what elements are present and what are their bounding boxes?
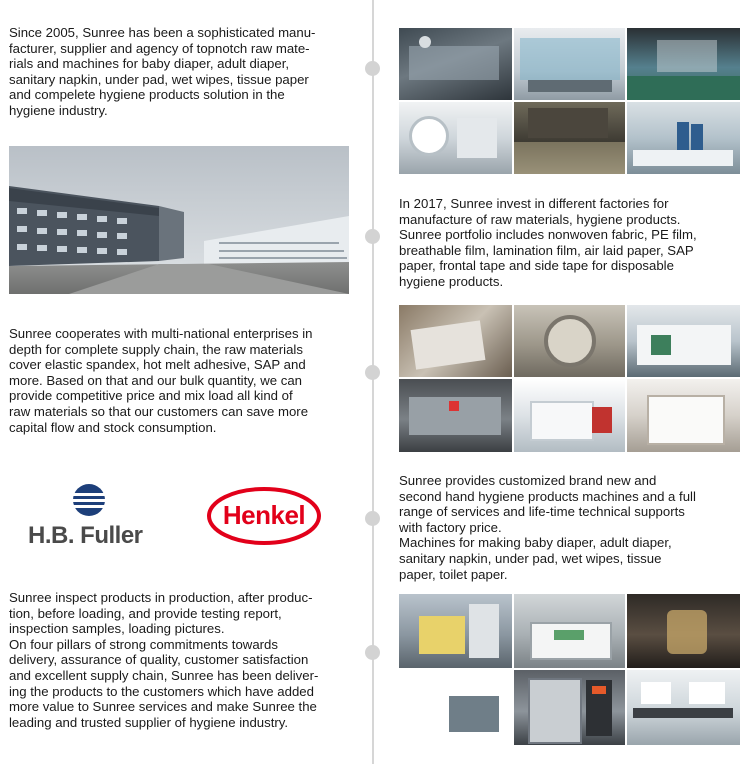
text-line: hygiene industry. [9, 102, 108, 118]
photo-tile [627, 305, 740, 377]
text-line: Sunree inspect products in production, after produc- [9, 590, 313, 605]
machines-paragraph [399, 473, 696, 582]
text-line: range of services and life-time technical supports [399, 504, 685, 520]
photo-tile [514, 594, 625, 668]
text-line: and compelete hygiene products solution in the [9, 87, 285, 103]
photo-tile [399, 670, 512, 745]
photo-tile [627, 670, 740, 745]
hb-fuller-emblem [26, 480, 156, 520]
text-line: second hand hygiene products machines and a full [399, 488, 696, 504]
henkel-logo [206, 486, 322, 546]
timeline-dot [365, 645, 380, 660]
henkel-wordmark: Henkel [222, 500, 306, 530]
text-line: rials and machines for baby diaper, adult diaper, [9, 56, 290, 72]
text-line: sanitary napkin, under pad, wet wipes, tissue [399, 550, 662, 566]
text-line: facturer, supplier and agency of topnotch raw mate- [9, 40, 310, 56]
photo-tile [399, 305, 512, 377]
timeline-dot [365, 511, 380, 526]
text-line: raw materials so that our customers can save more [9, 403, 309, 419]
text-line: delivery, assurance of quality, customer satisfaction [9, 652, 309, 668]
hb-fuller-wordmark: H.B. Fuller [28, 522, 143, 549]
text-line: Since 2005, Sunree has been a sophisticated manu- [9, 25, 316, 40]
lab-testing-photo-grid [399, 594, 740, 745]
photo-tile [399, 28, 512, 100]
text-line: Machines for making baby diaper, adult diaper, [399, 535, 672, 551]
text-line: tion, before loading, and provide testing report, [9, 605, 282, 621]
inspection-paragraph [9, 590, 318, 730]
factory-investment-paragraph [399, 196, 697, 290]
photo-tile [627, 594, 740, 668]
text-line: sanitary napkin, under pad, wet wipes, tissue paper [9, 71, 309, 87]
factory-building-photo [9, 146, 349, 294]
text-line: On four pillars of strong commitments towards [9, 636, 278, 652]
photo-tile [627, 28, 740, 100]
text-line: depth for complete supply chain, the raw materials [9, 341, 303, 357]
text-line: paper, frontal tape and side tape for disposable [399, 258, 674, 274]
timeline-dot [365, 61, 380, 76]
text-line: hygiene products. [399, 273, 504, 289]
text-line: Sunree cooperates with multi-national enterprises in [9, 326, 313, 341]
text-line: paper, toilet paper. [399, 566, 508, 582]
photo-tile [399, 102, 512, 174]
text-line: ing the products to the customers which have added [9, 683, 314, 699]
photo-tile [514, 28, 625, 100]
photo-tile [399, 594, 512, 668]
supply-chain-paragraph [9, 326, 312, 435]
text-line: capital flow and stock consumption. [9, 419, 217, 435]
photo-tile [627, 379, 740, 452]
photo-tile [627, 102, 740, 174]
text-line: Sunree provides customized brand new and [399, 473, 657, 488]
hb-fuller-logo [26, 480, 156, 550]
text-line: Sunree portfolio includes nonwoven fabric, PE film, [399, 227, 697, 243]
text-line: manufacture of raw materials, hygiene products. [399, 211, 681, 227]
text-line: leading and trusted supplier of hygiene industry. [9, 714, 289, 730]
photo-tile [514, 102, 625, 174]
timeline-dot [365, 229, 380, 244]
photo-tile [399, 379, 512, 452]
machinery-photo-grid [399, 305, 740, 452]
photo-tile [514, 305, 625, 377]
text-line: provide competitive price and mix load all kind of [9, 388, 293, 404]
intro-paragraph [9, 25, 315, 119]
text-line: inspection samples, loading pictures. [9, 621, 225, 637]
text-line: more. Based on that and our bulk quantity, we can [9, 372, 302, 388]
text-line: with factory price. [399, 519, 502, 535]
text-line: more value to Sunree services and make Sunree the [9, 699, 317, 715]
production-line-photo-grid [399, 28, 740, 174]
text-line: In 2017, Sunree invest in different factories for [399, 196, 669, 211]
photo-tile [514, 670, 625, 745]
text-line: and excellent supply chain, Sunree has been deliver- [9, 667, 319, 683]
text-line: breathable film, lamination film, air laid paper, SAP [399, 242, 694, 258]
text-line: cover elastic spandex, hot melt adhesive, SAP and [9, 357, 306, 373]
timeline-dot [365, 365, 380, 380]
photo-tile [514, 379, 625, 452]
